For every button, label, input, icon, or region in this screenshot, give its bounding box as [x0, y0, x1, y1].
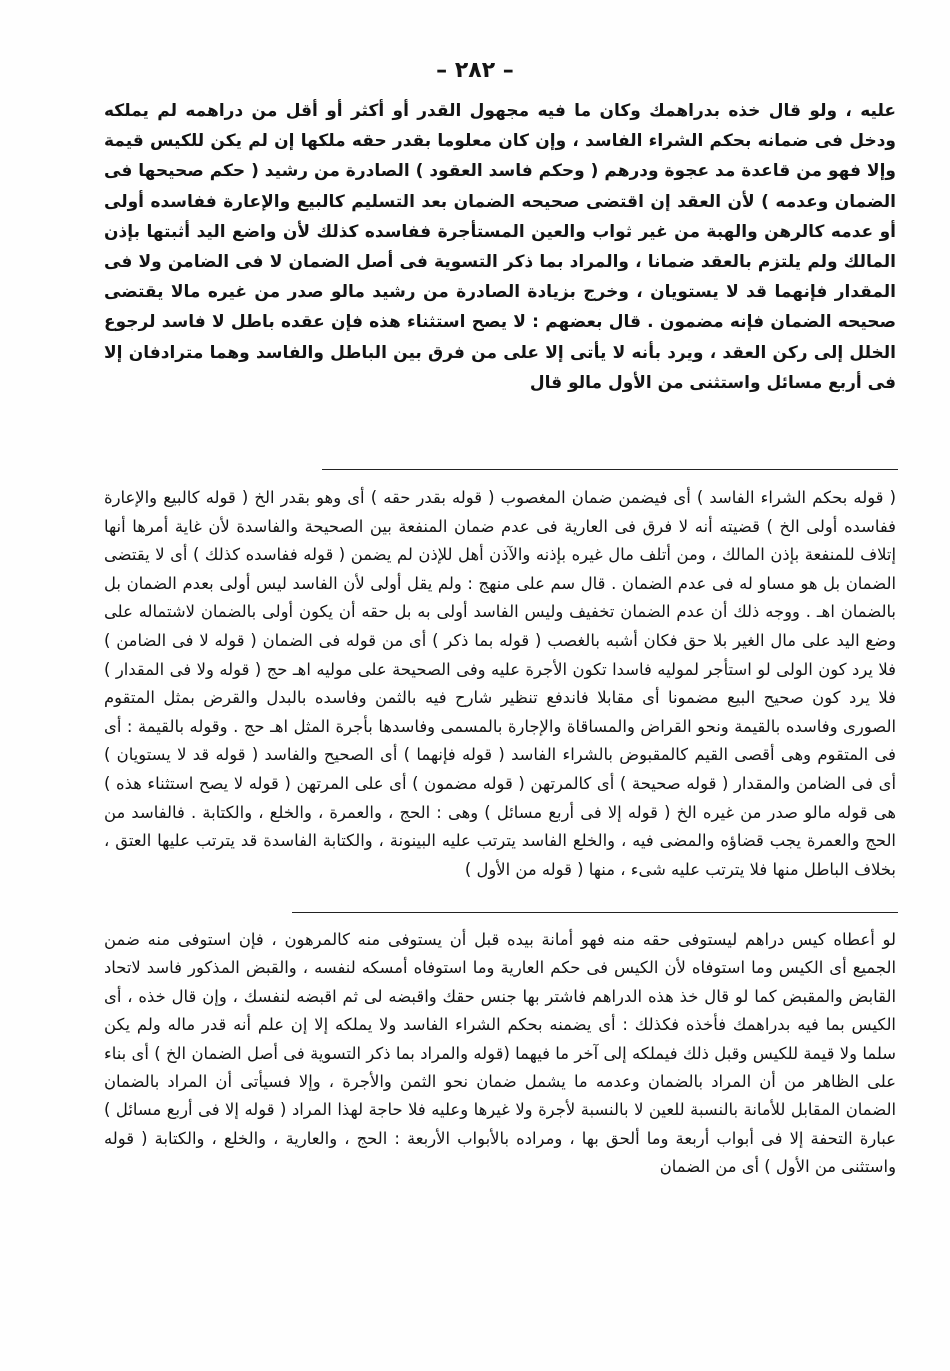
- commentary-paragraph: ( قوله بحكم الشراء الفاسد ) أى فيضمن ضمان المغصوب ( قوله بقدر حقه ) أى وهو بقدر الخ ( قوله كالبيع والإعارة ففاسده أولى الخ ) قضيته أنه لا فرق فى العارية فى عدم ضمان المنفعة بين الصحيحة والفاسدة لأن غاية أمرها أنها إتلاف للمنفعة بإذن المالك ، ومن أتلف مال غيره بإذنه والآذن أهل للإذن لم يضمن ( قوله ففاسده كذلك ) أى لا يقتضى الضمان بل هو مساو له فى عدم الضمان . قال سم على منهج : ولم يقل أولى لأن الفاسد ليس أولى بعدم الضمان بل بالضمان اهـ . ووجه ذلك أن عدم الضمان تخفيف وليس الفاسد أولى به بل حقه أن يكون أولى بالضمان لاشتماله على وضع اليد على مال الغير بلا حق فكان أشبه بالغصب ( قوله بما ذكر ) أى من قوله فى الضمان ( قوله لا فى الضامن ) فلا يرد كون الولى لو استأجر لموليه فاسدا تكون الأجرة عليه وفى الصحيحة على موليه اهـ حج ( قوله ولا فى المقدار ) فلا يرد كون صحيح البيع مضمونا أى مقابلا فاندفع تنظير شارح فيه بالثمن وفاسده بالبدل والقرض بمثل المتقوم الصورى وفاسده بالقيمة ونحو القراض والمساقاة والإجارة بالمسمى وفاسدها بأجرة المثل اهـ حج . وقوله بالقيمة : أى فى المتقوم وهى أقصى القيم كالمقبوض بالشراء الفاسد ( قوله فإنهما ) أى الصحيح والفاسد ( قوله قد لا يستويان ) أى فى الضامن والمقدار ( قوله صحيحة ) أى كالمرتهن ( قوله مضمون ) أى على المرتهن ( قوله لا يصح استثناء هذه ) هى قوله مالو صدر من غيره الخ ( قوله إلا فى أربع مسائل ) وهى : الحج ، والعمرة ، والخلع ، والكتابة . فالفاسد من الحج والعمرة يجب قضاؤه والمضى فيه ، والخلع الفاسد يترتب عليه البينونة ، والكتابة الفاسدة قد يترتب عليها العتق ، بخلاف الباطل منها فلا يترتب عليه شىء ، منها ( قوله من الأول ): [104, 488, 896, 879]
- footnote-paragraph: لو أعطاه كيس دراهم ليستوفى حقه منه فهو أمانة بيده قبل أن يستوفى منه كالمرهون ، فإن استوفى منه ضمن الجميع أى الكيس وما استوفاه لأن الكيس فى حكم العارية وما استوفاه أمسكه لنفسه ، والقبض المذكور فاسد لاتحاد القابض والمقبض كما لو قال خذ هذه الدراهم فاشتر بها جنس حقك واقبضه لى ثم اقبضه لنفسك ، وإن قال خذه ، أى الكيس بما فيه بدراهمك فأخذه فكذلك : أى يضمنه بحكم الشراء الفاسد ولا يملكه إلا إن علم أنه قدر ماله ولم يكن سلما ولا قيمة للكيس وقبل ذلك فيملكه إلى آخر ما فيهما (قوله والمراد بما ذكر التسوية فى أصل الضمان الخ ) أى بناء على الظاهر من أن المراد بالضمان وعدمه ما يشمل ضمان نحو الثمن والأجرة ، وإلا فسيأتى أن المراد بالضمان الضمان المقابل للأمانة بالنسبة للعين لا بالنسبة لأجرة ولا غيرها وعليه فلا حاجة لهذا المراد ( قوله إلا فى أربع مسائل ) عبارة التحفة إلا فى أبواب أربعة وما ألحق بها ، ومراده بالأبواب الأربعة : الحج ، والعارية ، والخلع ، والكتابة ( قوله واستثنى من الأول ) أى من الضمان: [104, 930, 896, 1177]
- commentary-block: [104, 484, 896, 884]
- main-text-block: [104, 96, 896, 398]
- separator-rule: [322, 469, 898, 470]
- separator-rule: [292, 912, 898, 913]
- page-number: – ٢٨٢ –: [436, 58, 514, 83]
- main-text-paragraph: عليه ، ولو قال خذه بدراهمك وكان ما فيه مجهول القدر أو أكثر أو أقل من دراهمه لم يملكه ودخل فى ضمانه بحكم الشراء الفاسد ، وإن كان معلوما بقدر حقه ملكها إن لم يكن للكيس قيمة وإلا فهو من قاعدة مد عجوة ودرهم ( وحكم فاسد العقود ) الصادرة من رشيد ( حكم صحيحها فى الضمان وعدمه ) لأن العقد إن اقتضى صحيحه الضمان بعد التسليم كالبيع والإعارة ففاسده أولى أو عدمه كالرهن والهبة من غير ثواب والعين المستأجرة ففاسده كذلك لأن واضع اليد أثبتها بإذن المالك ولم يلتزم بالعقد ضمانا ، والمراد بما ذكر التسوية فى أصل الضمان لا فى الضامن ولا فى المقدار فإنهما قد لا يستويان ، وخرج بزيادة الصادرة من رشيد مالو صدر من غيره مالا يقتضى صحيحه الضمان فإنه مضمون . قال بعضهم : لا يصح استثناء هذه فإن عقده باطل لا فاسد لرجوع الخلل إلى ركن العقد ، ويرد بأنه لا يأتى إلا على من فرق بين الباطل والفاسد وهما مترادفان إلا فى أربع مسائل واستثنى من الأول مالو قال: [104, 101, 896, 393]
- footnote-block: [104, 926, 896, 1182]
